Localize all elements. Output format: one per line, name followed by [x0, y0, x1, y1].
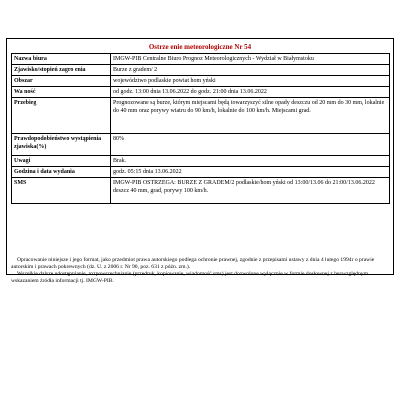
row-value-sms: IMGW-PIB OSTRZEGA: BURZE Z GRADEM/2 podlaskie/hom yński od 13:00/13.06 do 21:00/13.06.2022 deszcz 40 mm, grad, porywy 100 km/h.	[111, 178, 390, 204]
row-value-course: Prognozowane są burze, którym miejscami będą towarzyszyć silne opady deszczu od 20 mm do 30 mm, lokalnie do 40 mm oraz porywy wiatru do 90 km/h, lokalnie do 100 km/h. Miejscami grad.	[111, 98, 390, 134]
row-value-validity: od godz. 13:00 dnia 13.06.2022 do godz. 21:00 dnia 13.06.2022	[111, 87, 390, 98]
table-row	[12, 65, 390, 76]
document-title: Ostrze enie meteorologiczne Nr 54	[148, 43, 252, 51]
row-value-office: IMGW-PIB Centralne Biuro Prognoz Meteorologicznych - Wydział w Białymstoku	[111, 54, 390, 65]
table-row	[12, 76, 390, 87]
distribution-paragraph: Wszelkie dalsze udostępnianie, rozpowszechnianie (przedruk, kopiowanie, wiadomość sms) jest dozwolone wyłącznie w formie dosłownej z bezwzględnym wskazaniem źródła informacji tj. IMGW-PIB.	[11, 271, 369, 284]
row-label-sms: SMS	[12, 178, 111, 204]
row-value-area: województwo podlaskie powiat hom yński	[111, 76, 390, 87]
table-row	[12, 87, 390, 98]
table-row	[12, 98, 390, 134]
row-label-office: Nazwa biura	[12, 54, 111, 65]
row-value-issued: godz. 05:15 dnia 13.06.2022	[111, 167, 390, 178]
table-row	[12, 54, 390, 65]
row-label-issued: Godzina i data wydania	[12, 167, 111, 178]
row-label-phenomenon: Zjawisko/stopień zagro enia	[12, 65, 111, 76]
row-label-remarks: Uwagi	[12, 156, 111, 167]
copyright-paragraph: Opracowanie niniejsze i jego format, jako przedmiot prawa autorskiego podlega ochronie prawnej, zgodnie z przepisami ustawy z dnia 4 lutego 1994r o prawie autorskim i prawach pokrewnych (dz. U. z 2006 r. Nr 90, poz. 631 z późn. zm.).	[11, 257, 375, 270]
table-row	[12, 134, 390, 156]
row-label-probability: Prawdopodobieństwo wystąpienia zjawiska(%)	[12, 134, 111, 156]
warning-document	[6, 38, 394, 284]
row-value-probability: 80%	[111, 134, 390, 156]
row-label-validity: Wa ność	[12, 87, 111, 98]
row-value-phenomenon: Burze z gradem/ 2	[111, 65, 390, 76]
warning-table	[11, 53, 390, 204]
row-label-area: Obszar	[12, 76, 111, 87]
copyright-footer	[11, 257, 389, 285]
row-label-course: Przebieg	[12, 98, 111, 134]
table-row	[12, 178, 390, 204]
row-value-remarks: Brak.	[111, 156, 390, 167]
table-row	[12, 156, 390, 167]
table-row	[12, 167, 390, 178]
